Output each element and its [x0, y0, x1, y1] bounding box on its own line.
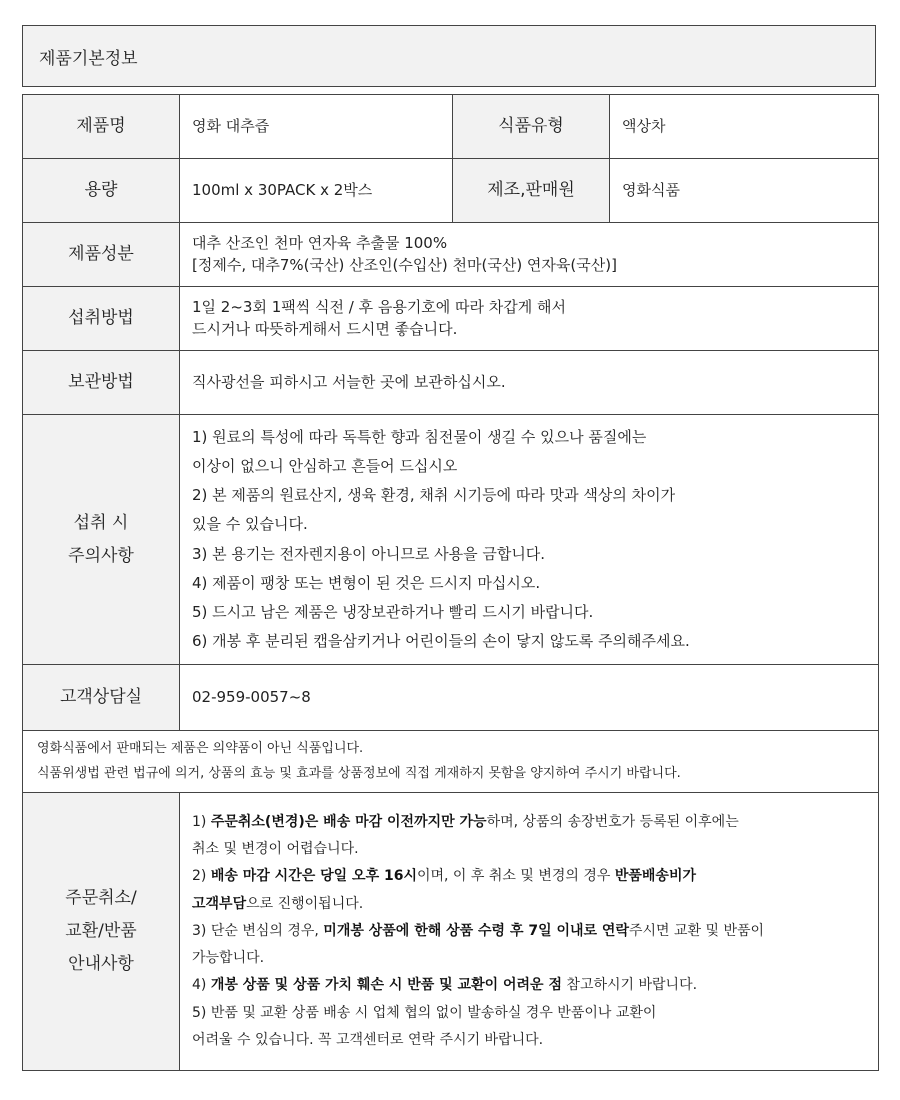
notice-line: 영화식품에서 판매되는 제품은 의약품이 아닌 식품입니다.	[37, 741, 364, 757]
bold-text: 주문취소(변경)은 배송 마감 이전까지만 가능	[210, 813, 487, 830]
caution-label-line: 섭취 시	[73, 513, 129, 534]
return-label-line: 주문취소/	[65, 887, 137, 908]
value-caution	[180, 415, 879, 665]
notice-text	[23, 731, 879, 793]
caution-line: 있을 수 있습니다.	[192, 515, 308, 534]
row-product-name	[23, 95, 879, 159]
return-line	[192, 891, 866, 918]
bold-text: 배송 마감 시간은 당일 오후 16시	[210, 868, 417, 885]
label-ingredients: 제품성분	[23, 223, 180, 287]
value-phone: 02-959-0057~8	[180, 665, 879, 731]
caution-line: 이상이 없으니 안심하고 흔들어 드십시오	[192, 456, 458, 475]
row-volume	[23, 159, 879, 223]
label-return-info	[23, 793, 180, 1071]
notice-line: 식품위생법 관련 법규에 의거, 상품의 효능 및 효과를 상품정보에 직접 게재하지 못함을 양지하여 주시기 바랍니다.	[37, 765, 681, 781]
value-storage: 직사광선을 피하시고 서늘한 곳에 보관하십시오.	[180, 351, 879, 415]
label-food-type: 식품유형	[453, 95, 610, 159]
row-ingredients	[23, 223, 879, 287]
section-header	[22, 25, 876, 87]
section-title: 제품기본정보	[39, 48, 138, 69]
row-caution	[23, 415, 879, 665]
row-storage	[23, 351, 879, 415]
return-line	[192, 863, 866, 890]
caution-line: 5) 드시고 남은 제품은 냉장보관하거나 빨리 드시기 바랍니다.	[192, 603, 594, 621]
value-return-info	[180, 793, 879, 1071]
value-food-type: 액상차	[610, 95, 879, 159]
return-line	[192, 918, 866, 945]
text: 3) 단순 변심의 경우,	[192, 922, 324, 939]
row-notice	[23, 731, 879, 793]
value-ingredients	[180, 223, 879, 287]
text: 4)	[192, 977, 211, 994]
ingredients-line: [정제수, 대추7%(국산) 산조인(수입산) 천마(국산) 연자육(국산)]	[192, 255, 617, 274]
intake-line: 1일 2~3회 1팩씩 식전 / 후 음용기호에 따라 차갑게 해서	[192, 297, 567, 316]
text: 1)	[192, 813, 211, 830]
caution-line: 6) 개봉 후 분리된 캡을삼키거나 어린이들의 손이 닿지 않도록 주의해주세요.	[192, 632, 690, 651]
bold-text: 미개봉 상품에 한해 상품 수령 후 7일 이내로 연락	[323, 922, 629, 939]
bold-text: 반품배송비가	[614, 868, 697, 885]
label-intake: 섭취방법	[23, 287, 180, 351]
return-line	[192, 972, 866, 999]
value-maker: 영화식품	[610, 159, 879, 223]
return-line: 5) 반품 및 교환 상품 배송 시 업체 협의 없이 발송하실 경우 반품이나 교환이	[192, 1004, 657, 1021]
value-intake	[180, 287, 879, 351]
product-info-table	[22, 94, 879, 1071]
ingredients-line: 대추 산조인 천마 연자육 추출물 100%	[192, 233, 448, 252]
text: 이며, 이 후 취소 및 변경의 경우	[416, 868, 615, 885]
label-volume: 용량	[23, 159, 180, 223]
caution-line: 4) 제품이 팽창 또는 변형이 된 것은 드시지 마십시오.	[192, 573, 541, 592]
label-caution	[23, 415, 180, 665]
text: 2)	[192, 868, 211, 885]
return-line: 어려울 수 있습니다. 꼭 고객센터로 연락 주시기 바랍니다.	[192, 1032, 544, 1049]
return-label-line: 안내사항	[68, 954, 134, 975]
row-return-info	[23, 793, 879, 1071]
text: 주시면 교환 및 반품이	[629, 922, 765, 939]
bold-text: 개봉 상품 및 상품 가치 훼손 시 반품 및 교환이 어려운 점	[210, 977, 562, 994]
return-line	[192, 809, 866, 836]
row-intake	[23, 287, 879, 351]
return-line: 가능합니다.	[192, 950, 265, 967]
value-volume: 100ml x 30PACK x 2박스	[180, 159, 453, 223]
text: 으로 진행이됩니다.	[246, 895, 364, 912]
return-label-line: 교환/반품	[65, 920, 137, 941]
row-customer-service	[23, 665, 879, 731]
bold-text: 고객부담	[192, 895, 247, 912]
label-storage: 보관방법	[23, 351, 180, 415]
label-customer-service: 고객상담실	[23, 665, 180, 731]
caution-label-line: 주의사항	[68, 545, 134, 566]
label-maker: 제조,판매원	[453, 159, 610, 223]
value-product-name: 영화 대추즙	[180, 95, 453, 159]
caution-line: 2) 본 제품의 원료산지, 생육 환경, 채취 시기등에 따라 맛과 색상의 차이가	[192, 486, 676, 504]
caution-line: 1) 원료의 특성에 따라 독특한 향과 침전물이 생길 수 있으나 품질에는	[192, 427, 647, 446]
text: 참고하시기 바랍니다.	[561, 977, 698, 994]
return-line: 취소 및 변경이 어렵습니다.	[192, 840, 359, 857]
intake-line: 드시거나 따뜻하게해서 드시면 좋습니다.	[192, 319, 458, 338]
label-product-name: 제품명	[23, 95, 180, 159]
caution-line: 3) 본 용기는 전자렌지용이 아니므로 사용을 금합니다.	[192, 544, 546, 563]
text: 하며, 상품의 송장번호가 등록된 이후에는	[486, 813, 739, 830]
